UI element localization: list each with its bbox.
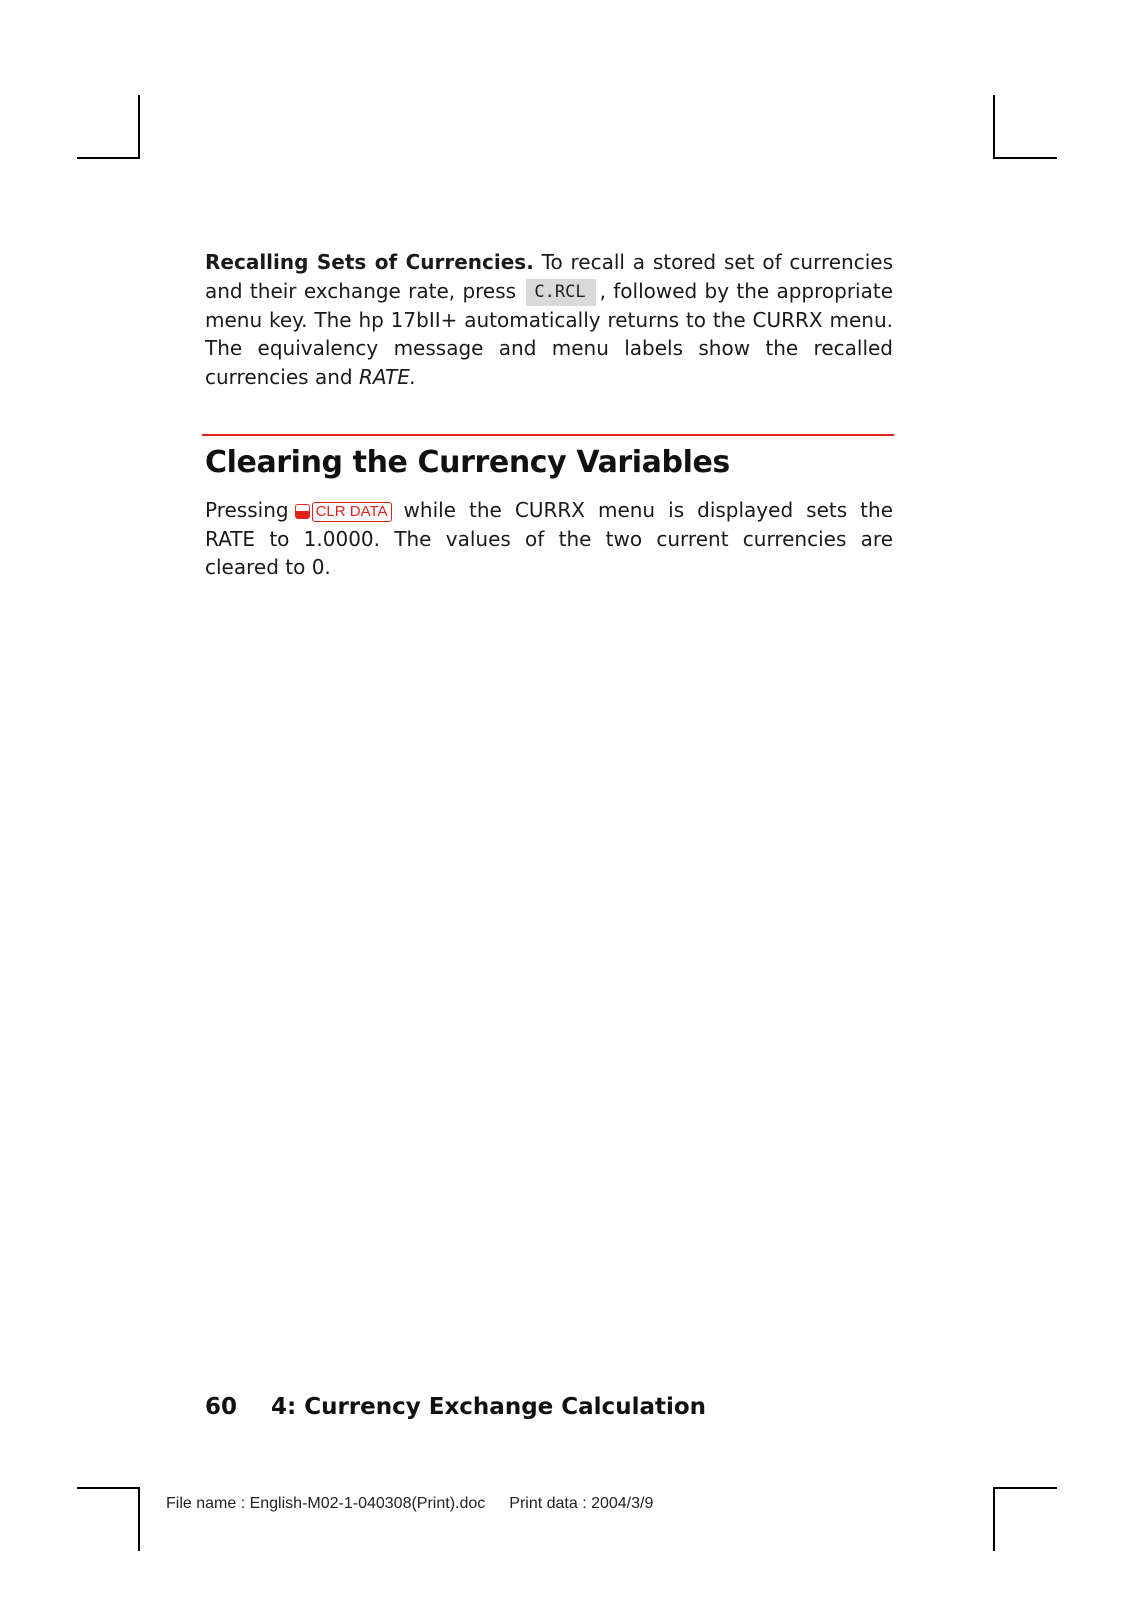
page-number: 60 [205, 1394, 238, 1420]
clear-text-after-key: while the CURRX menu is displayed sets the RATE to 1.0000. The values of the two current currencies are cleared to 0. [205, 498, 893, 579]
clear-text-before-key: Pressing [205, 498, 289, 522]
chapter-title: 4: Currency Exchange Calculation [271, 1394, 707, 1420]
section-heading: Clearing the Currency Variables [205, 445, 730, 480]
recall-text-after-key: , followed by the appropriate menu key. The hp 17bII+ automatically returns to the CURRX menu. The equivalency message and menu labels show the recalled currencies and [205, 278, 894, 389]
clear-paragraph [205, 496, 893, 582]
clear-section [205, 496, 893, 582]
crop-mark-top-right-vertical [993, 95, 995, 159]
page-footer [205, 1394, 706, 1420]
crop-mark-bottom-right-vertical [993, 1487, 995, 1551]
print-date: Print data : 2004/3/9 [509, 1495, 654, 1512]
crop-mark-top-left-horizontal [77, 157, 140, 159]
print-info [166, 1495, 653, 1513]
crcl-menu-key: C.RCL [526, 279, 595, 306]
crop-mark-bottom-left-horizontal [77, 1487, 140, 1489]
recall-section [205, 248, 893, 391]
shift-key-icon [295, 504, 310, 519]
clr-data-key: CLR DATA [312, 502, 392, 522]
recall-text-before-key: To recall a stored set of currencies and their exchange rate, press [205, 250, 894, 303]
rate-italic: RATE. [358, 364, 417, 389]
crop-mark-bottom-left-vertical [138, 1487, 140, 1551]
crop-mark-top-right-horizontal [993, 157, 1057, 159]
recall-paragraph [205, 248, 893, 391]
crop-mark-top-left-vertical [138, 95, 140, 159]
file-name: File name : English-M02-1-040308(Print).doc [166, 1495, 486, 1512]
run-in-heading: Recalling Sets of Currencies. [205, 250, 534, 274]
section-divider-rule [202, 434, 894, 436]
crop-mark-bottom-right-horizontal [993, 1487, 1057, 1489]
